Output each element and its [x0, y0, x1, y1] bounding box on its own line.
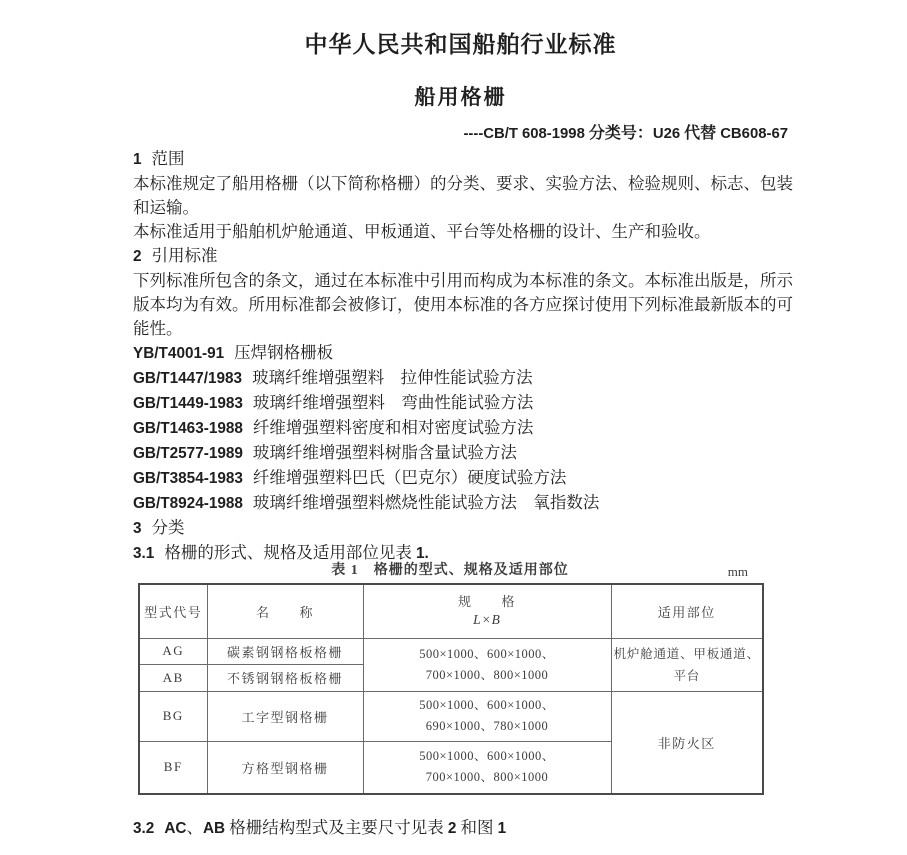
line-text: 下列标准所包含的条文，通过在本标准中引用而构成为本标准的条文。本标准出版是，所示	[133, 271, 793, 290]
body-line	[133, 366, 788, 391]
cell-code-bg: BG	[139, 691, 207, 741]
table1-header-row	[139, 584, 763, 638]
table1-unit-label: mm	[727, 564, 748, 579]
table1-caption: 表 1 格栅的型式、规格及适用部位	[331, 563, 569, 578]
body-line	[133, 147, 788, 172]
body-line	[133, 341, 788, 366]
line-code: GB/T1447/1983	[133, 370, 243, 387]
page-title: 中华人民共和国船舶行业标准	[304, 32, 617, 57]
body-line	[133, 196, 788, 220]
section-text: AC、AB 格栅结构型式及主要尺寸见表 2 和图 1	[164, 818, 507, 837]
line-text: 引用标准	[151, 246, 218, 265]
table-1	[138, 583, 764, 795]
cell-spec-bf	[363, 741, 611, 794]
cell-name-ab: 不锈钢钢格板格栅	[207, 664, 363, 691]
cell-spec-bg	[363, 691, 611, 741]
header-spec-label: 规 格	[457, 594, 516, 610]
line-text: 玻璃纤维增强塑料燃烧性能试验方法 氧指数法	[252, 493, 600, 512]
line-text: 本标准规定了船用格栅（以下简称格栅）的分类、要求、实验方法、检验规则、标志、包装	[133, 174, 793, 193]
header-usage: 适用部位	[611, 584, 763, 638]
cell-usage-ag-ab	[611, 638, 763, 691]
line-text: 分类	[151, 518, 185, 537]
line-code: 3	[133, 520, 142, 537]
cell-spec-ag-ab	[363, 638, 611, 691]
table1-caption-row	[138, 561, 762, 581]
body-text-block	[133, 147, 793, 566]
header-name: 名 称	[207, 584, 363, 638]
standard-code-line: ----CB/T 608-1998 分类号：U26 代替 CB608-67	[463, 125, 788, 142]
line-text: 格栅的形式、规格及适用部位见表 1.	[164, 543, 429, 562]
body-line	[133, 244, 788, 269]
line-code: YB/T4001-91	[133, 345, 225, 362]
body-line	[133, 293, 793, 317]
line-text: 压焊钢格栅板	[234, 343, 334, 362]
spec-line: 700×1000、800×1000	[425, 770, 549, 785]
line-code: GB/T1449-1983	[133, 395, 243, 412]
spec-line: 700×1000、800×1000	[425, 667, 549, 682]
line-code: 2	[133, 248, 142, 265]
header-type-code: 型式代号	[139, 584, 207, 638]
line-text: 纤维增强塑料密度和相对密度试验方法	[252, 418, 534, 437]
body-line	[133, 441, 788, 466]
spec-line: 500×1000、600×1000、	[419, 749, 555, 764]
body-line	[133, 416, 788, 441]
line-text: 能性。	[133, 319, 183, 338]
body-line	[133, 220, 788, 244]
cell-name-ag: 碳素钢钢格板格栅	[207, 638, 363, 664]
line-code: 1	[133, 151, 142, 168]
line-text: 玻璃纤维增强塑料 拉伸性能试验方法	[252, 368, 533, 387]
line-code: 3.1	[133, 545, 155, 562]
body-line	[133, 172, 793, 196]
table1-row-ag	[139, 638, 763, 664]
cell-code-ag: AG	[139, 638, 207, 664]
section-3-2-line	[133, 816, 506, 841]
body-line	[133, 391, 788, 416]
cell-name-bf: 方格型钢格栅	[207, 741, 363, 794]
line-text: 本标准适用于船舶机炉舱通道、甲板通道、平台等处格栅的设计、生产和验收。	[133, 222, 711, 241]
line-code: GB/T3854-1983	[133, 470, 243, 487]
cell-code-ab: AB	[139, 664, 207, 691]
body-line	[133, 269, 793, 293]
line-text: 范围	[151, 149, 185, 168]
spec-line: 500×1000、600×1000、	[419, 646, 555, 661]
body-line	[133, 491, 788, 516]
header-spec	[363, 584, 611, 638]
line-text: 玻璃纤维增强塑料树脂含量试验方法	[252, 443, 517, 462]
body-line	[133, 317, 788, 341]
line-text: 纤维增强塑料巴氏（巴克尔）硬度试验方法	[252, 468, 567, 487]
line-text: 和运输。	[133, 198, 199, 217]
cell-usage-bg-bf: 非防火区	[611, 691, 763, 794]
usage-line: 机炉舱通道、甲板通道、	[613, 646, 760, 661]
body-line	[133, 516, 788, 541]
cell-code-bf: BF	[139, 741, 207, 794]
line-text: 版本均为有效。所用标准都会被修订，使用本标准的各方应探讨使用下列标准最新版本的可	[133, 295, 793, 314]
line-code: GB/T2577-1989	[133, 445, 243, 462]
section-number: 3.2	[133, 820, 155, 837]
spec-line: 500×1000、600×1000、	[419, 698, 555, 712]
header-spec-sublabel: L×B	[473, 612, 501, 628]
line-code: GB/T1463-1988	[133, 420, 243, 437]
line-code: GB/T8924-1988	[133, 495, 243, 512]
spec-line: 690×1000、780×1000	[425, 719, 549, 733]
body-line	[133, 466, 788, 491]
line-text: 玻璃纤维增强塑料 弯曲性能试验方法	[252, 393, 534, 412]
table1-row-bg	[139, 691, 763, 741]
content-column	[133, 0, 793, 566]
cell-name-bg: 工字型钢格栅	[207, 691, 363, 741]
page-subtitle: 船用格栅	[414, 85, 507, 109]
usage-line: 平台	[673, 668, 701, 683]
